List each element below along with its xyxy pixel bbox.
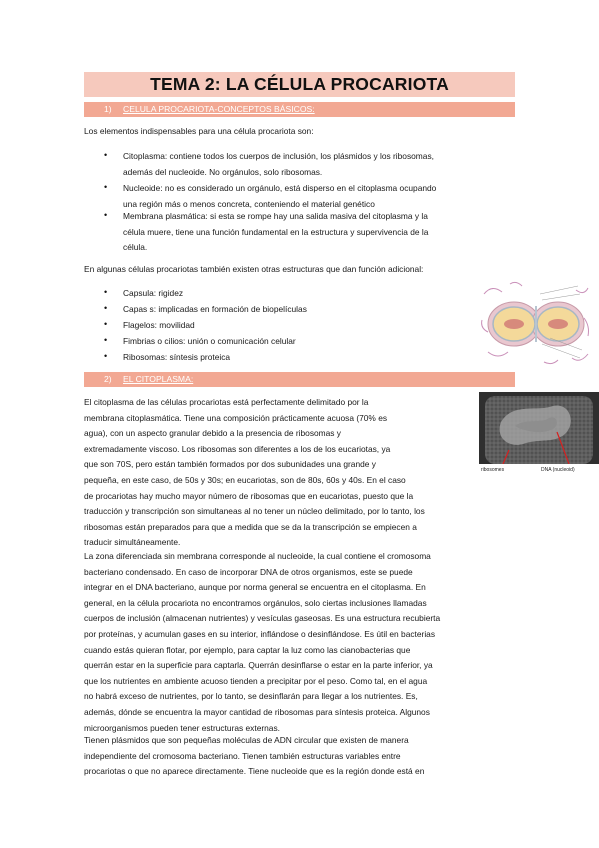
text-line: de procariotas hay mucho mayor número de ribosomas que en eucariotas, puesto que la	[84, 490, 414, 501]
text-line: Tienen plásmidos que son pequeñas moléculas de ADN circular que existen de manera	[84, 735, 409, 745]
bullet-dot: •	[104, 210, 108, 220]
text-line: traducción y transcripción son simultaneas al no tener un núcleo delimitado, por lo tanto, los	[84, 506, 425, 517]
bullet-line: célula.	[123, 242, 148, 253]
bullet-line: Nucleoide: no es considerado un orgánulo, está disperso en el citoplasma ocupando	[123, 183, 437, 193]
text-line: integrar en el DNA bacteriano, aunque por norma general se encuentra en el citoplasma. En	[84, 582, 426, 593]
page-title: TEMA 2: LA CÉLULA PROCARIOTA	[150, 74, 449, 94]
section-header-2	[84, 372, 515, 387]
text-line: no habrá exceso de nutrientes, por lo tanto, se desinflarán para llegar a los nutrientes. Es,	[84, 691, 418, 702]
text-line: bacteriano condensado. En caso de incorporar DNA de otros organismos, este se puede	[84, 566, 413, 577]
text-line: membrana citoplasmática. Tiene una composición prácticamente acuosa (70% es	[84, 412, 388, 423]
bullet-text	[123, 209, 428, 256]
section-number: 2)	[104, 374, 112, 384]
text-line: traducir simultáneamente.	[84, 537, 181, 548]
text-line: La zona diferenciada sin membrana corresponde al nucleoide, la cual contiene el cromosoma	[84, 551, 431, 561]
text-line: ribosomas están preparados para que a medida que se da la transcripción se empiecen a	[84, 521, 417, 532]
section-number: 1)	[104, 104, 112, 114]
text-line: microorganismos pueden tener estructuras externas.	[84, 722, 280, 733]
bullet-dot: •	[104, 303, 108, 313]
title-banner	[84, 72, 515, 97]
electron-micrograph-image	[479, 392, 599, 474]
bullet-line: además del nucleoide. No orgánulos, solo ribosomas.	[123, 166, 323, 177]
micrograph-label-dna: DNA (nucleoid)	[541, 467, 575, 473]
bullet-dot: •	[104, 287, 108, 297]
bullet-line: Citoplasma: contiene todos los cuerpos de inclusión, los plásmidos y los ribosomas,	[123, 151, 434, 161]
bullet-line: célula muere, tiene una función fundamental en la estructura y supervivencia de la	[123, 226, 429, 237]
bullet-dot: •	[104, 319, 108, 329]
text-line: además, dónde se encuentra la mayor cantidad de ribosomas para síntesis proteica. Algunos	[84, 706, 430, 717]
micrograph-label-ribosomes: ribosomes	[481, 467, 505, 473]
text-line: querrán estar en la superficie para captarla. Querrán desinflarse o estar en la parte inferior, ya	[84, 660, 433, 671]
bullet-text: Flagelos: movilidad	[123, 320, 195, 330]
additional-intro: En algunas células procariotas también existen otras estructuras que dan función adicional:	[84, 264, 424, 274]
bullet-dot: •	[104, 351, 108, 361]
section-title: EL CITOPLASMA:	[123, 374, 194, 384]
bullet-text	[123, 149, 434, 180]
bullet-line: Membrana plasmática: si esta se rompe hay una salida masiva del citoplasma y la	[123, 211, 428, 221]
bullet-dot: •	[104, 150, 108, 160]
text-line: extremadamente viscoso. Los ribosomas son diferentes a los de los eucariotas, ya	[84, 443, 391, 454]
text-line: por proteínas, y acumulan gases en su interior, inflándose o desinflándose. Es útil en bacterias	[84, 628, 436, 639]
bullet-dot: •	[104, 182, 108, 192]
paragraph-citoplasma-3	[84, 733, 424, 780]
prokaryote-cell-illustration	[480, 280, 592, 366]
paragraph-citoplasma-1	[84, 395, 425, 551]
bullet-text: Capsula: rigidez	[123, 288, 184, 298]
text-line: que los nutrientes en ambiente acuoso tienden a precipitar por el peso. Como tal, en el agua	[84, 675, 428, 686]
bullet-line: una región más o menos concreta, conteniendo el material genético	[123, 198, 375, 209]
text-line: pequeña, en este caso, de 50s y 30s; en eucariotas, son de 80s, 60s y 40s. En el caso	[84, 474, 406, 485]
bullet-text	[123, 181, 436, 212]
text-line: general, en la célula procariota no encontramos orgánulos, solo ciertas inclusiones llamadas	[84, 597, 427, 608]
bullet-text: Fimbrias o cilios: unión o comunicación celular	[123, 336, 296, 346]
intro-text: Los elementos indispensables para una célula procariota son:	[84, 126, 314, 136]
bullet-text: Capas s: implicadas en formación de biopelículas	[123, 304, 307, 314]
text-line: cuando estás quieran flotar, por ejemplo, para captar la luz como las cianobacterias que	[84, 644, 411, 655]
text-line: El citoplasma de las células procariotas está perfectamente delimitado por la	[84, 397, 369, 407]
section-header-1	[84, 102, 515, 117]
section-title: CELULA PROCARIOTA-CONCEPTOS BÁSICOS:	[123, 104, 315, 114]
text-line: procariotas o que no aparece directamente. Tiene nucleoide que es la región donde está en	[84, 766, 425, 777]
text-line: independiente del cromosoma bacteriano. Tienen también estructuras variables entre	[84, 750, 401, 761]
text-line: agua), con un aspecto granular debido a la presencia de ribosomas y	[84, 428, 341, 439]
paragraph-citoplasma-2	[84, 549, 440, 736]
text-line: que son 70S, pero están también formados por dos subunidades una grande y	[84, 459, 376, 470]
text-line: cuerpos de inclusión (almacenan nutrientes) y vesículas gaseosas. Es una estructura recubierta	[84, 613, 441, 624]
bullet-dot: •	[104, 335, 108, 345]
bullet-text: Ribosomas: síntesis proteica	[123, 352, 231, 362]
